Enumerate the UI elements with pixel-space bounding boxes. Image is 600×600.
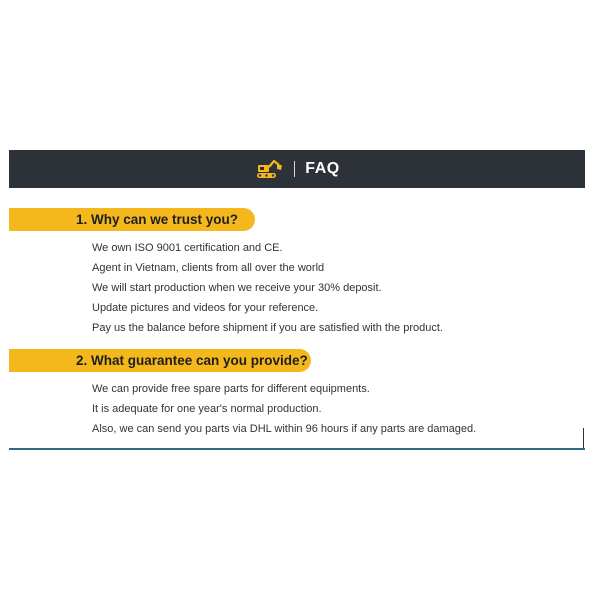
bottom-rule <box>9 448 585 450</box>
faq-card <box>9 150 585 450</box>
list-item: We can provide free spare parts for different equipments. <box>92 383 370 395</box>
list-item: We will start production when we receive your 30% deposit. <box>92 282 382 294</box>
section-heading-1 <box>9 208 255 231</box>
section-list-2 <box>92 379 476 439</box>
section-heading-text: 1. Why can we trust you? <box>76 212 239 227</box>
excavator-icon <box>254 158 284 180</box>
section-list-1 <box>92 238 443 338</box>
faq-header <box>9 150 585 188</box>
section-heading-text: 2. What guarantee can you provide? <box>76 353 308 368</box>
list-item: Update pictures and videos for your reference. <box>92 302 319 314</box>
list-item: It is adequate for one year's normal production. <box>92 403 322 415</box>
list-item: Pay us the balance before shipment if you are satisfied with the product. <box>92 322 443 334</box>
list-item: Agent in Vietnam, clients from all over the world <box>92 262 325 274</box>
list-item: Also, we can send you parts via DHL within 96 hours if any parts are damaged. <box>92 423 477 435</box>
section-heading-2 <box>9 349 311 372</box>
header-divider <box>294 161 295 177</box>
list-item: We own ISO 9001 certification and CE. <box>92 242 283 254</box>
page-title: FAQ <box>305 160 340 177</box>
edge-mark <box>583 428 584 448</box>
